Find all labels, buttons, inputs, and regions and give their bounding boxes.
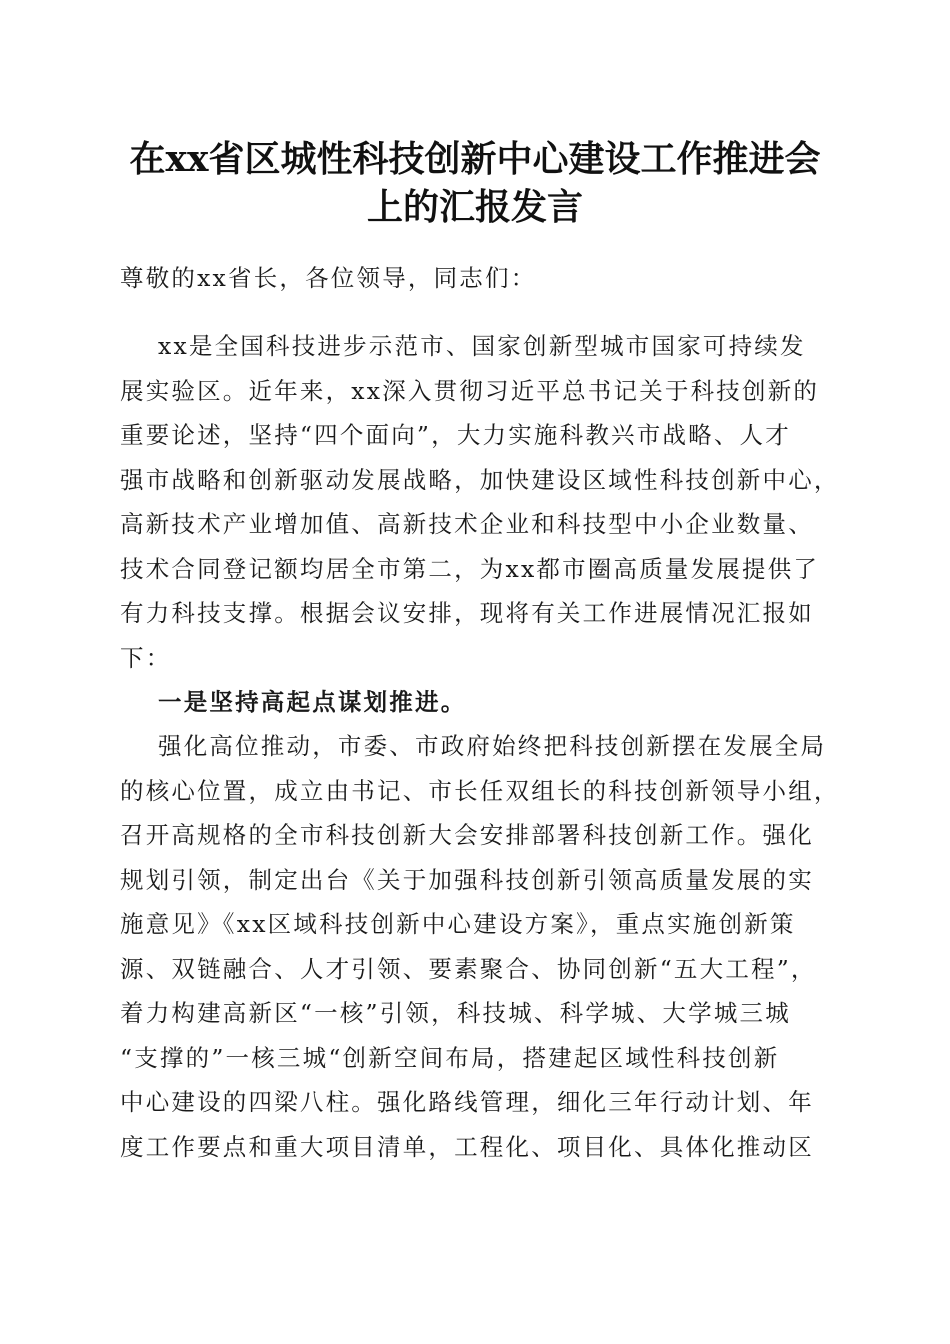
paragraph-intro bbox=[120, 324, 840, 680]
paragraph-line: 重要论述，坚持“四个面向”，大力实施科教兴市战略、人才 bbox=[120, 421, 791, 449]
paragraph-line: 源、双链融合、人才引领、要素聚合、协同创新“五大工程”， bbox=[120, 954, 817, 983]
salutation bbox=[120, 256, 832, 301]
paragraph-line: 展实验区。近年来，xx深入贯彻习近平总书记关于科技创新的 bbox=[120, 376, 820, 405]
paragraph-line: 度工作要点和重大项目清单，工程化、项目化、具体化推动区 bbox=[120, 1132, 814, 1161]
paragraph-line: 规划引领，制定出台《关于加强科技创新引领高质量发展的实 bbox=[120, 865, 814, 894]
paragraph-section-1 bbox=[120, 724, 840, 1169]
document-title-line-1: 在xx省区城性科技创新中心建设工作推进会 bbox=[129, 138, 821, 180]
section-heading-text: 一是坚持高起点谋划推进。 bbox=[158, 688, 467, 716]
paragraph-line: 下： bbox=[120, 643, 172, 672]
paragraph-line: 中心建设的四梁八柱。强化路线管理，细化三年行动计划、年 bbox=[120, 1088, 814, 1116]
salutation-text: 尊敬的xx省长，各位领导，同志们： bbox=[120, 264, 537, 292]
paragraph-line: “支撑的”一核三城“创新空间布局，搭建起区域性科技创新 bbox=[120, 1043, 780, 1072]
paragraph-line: 着力构建高新区“一核”引领，科技城、科学城、大学城三城 bbox=[120, 999, 791, 1027]
paragraph-line: 的核心位置，成立由书记、市长任双组长的科技创新领导小组， bbox=[120, 776, 840, 805]
paragraph-line: 召开高规格的全市科技创新大会安排部署科技创新工作。强化 bbox=[120, 821, 814, 849]
document-title-line-2: 上的汇报发言 bbox=[366, 186, 583, 228]
paragraph-line: xx是全国科技进步示范市、国家创新型城市国家可持续发 bbox=[158, 332, 806, 360]
paragraph-line: 高新技术产业增加值、高新技术企业和科技型中小企业数量、 bbox=[120, 510, 814, 538]
paragraph-line: 强市战略和创新驱动发展战略，加快建设区域性科技创新中心， bbox=[120, 465, 840, 494]
paragraph-line: 技术合同登记额均居全市第二，为xx都市圈高质量发展提供了 bbox=[120, 554, 820, 583]
paragraph-line: 有力科技支撑。根据会议安排，现将有关工作进展情况汇报如 bbox=[120, 599, 814, 627]
paragraph-line: 强化高位推动，市委、市政府始终把科技创新摆在发展全局 bbox=[158, 732, 827, 760]
section-heading-1 bbox=[120, 680, 832, 725]
paragraph-line: 施意见》《xx区域科技创新中心建设方案》，重点实施创新策 bbox=[120, 910, 796, 938]
